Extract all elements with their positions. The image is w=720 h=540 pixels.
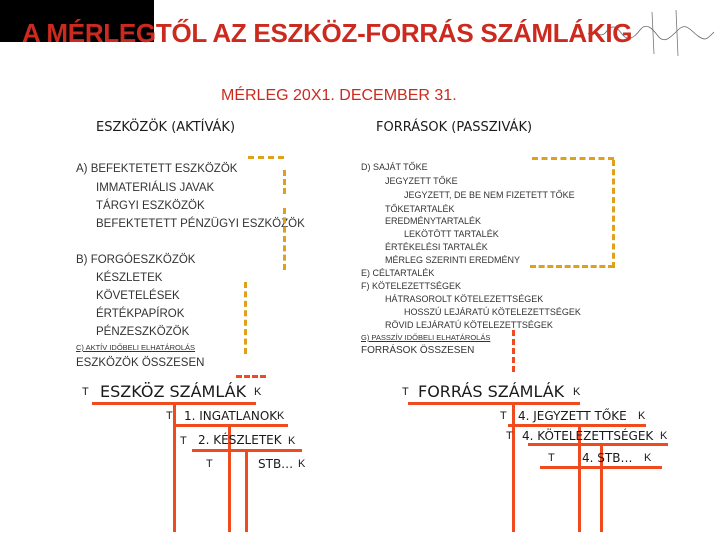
dashed-connector — [236, 375, 266, 378]
assets-column-heading: ESZKÖZÖK (AKTÍVÁK) — [96, 120, 236, 135]
liability-item: RÖVID LEJÁRATÚ KÖTELEZETTSÉGEK — [385, 320, 553, 330]
liability-item: ÉRTÉKELÉSI TARTALÉK — [385, 242, 488, 252]
t-credit-label: K — [298, 458, 306, 470]
asset-group-c: C) AKTÍV IDŐBELI ELHATÁROLÁS — [76, 343, 196, 352]
asset-item: KÉSZLETEK — [96, 272, 163, 284]
t-credit-label: K — [277, 410, 285, 422]
liability-item: HOSSZÚ LEJÁRATÚ KÖTELEZETTSÉGEK — [404, 307, 581, 317]
page-title: A MÉRLEGTŐL AZ ESZKÖZ-FORRÁS SZÁMLÁKIG — [22, 18, 633, 48]
dashed-connector — [244, 282, 247, 354]
liabilities-column-heading: FORRÁSOK (PASSZIVÁK) — [376, 120, 533, 135]
dashed-connector — [612, 160, 615, 268]
sub-account-label: 4. JEGYZETT TŐKE — [518, 409, 627, 423]
sub-account-label: 4. KÖTELEZETTSÉGEK — [522, 429, 654, 443]
t-debit-label: T — [548, 452, 555, 464]
dashed-connector — [530, 265, 614, 268]
liability-item: TŐKETARTALÉK — [385, 204, 455, 214]
asset-item: ÉRTÉKPAPÍROK — [96, 308, 185, 320]
liability-group-e: E) CÉLTARTALÉK — [361, 268, 435, 278]
liability-item: JEGYZETT, DE BE NEM FIZETETT TŐKE — [404, 190, 575, 200]
liability-item: JEGYZETT TŐKE — [385, 176, 458, 186]
asset-item: PÉNZESZKÖZÖK — [96, 326, 190, 338]
asset-group-a: A) BEFEKTETETT ESZKÖZÖK — [76, 163, 238, 175]
asset-accounts-title: ESZKÖZ SZÁMLÁK — [100, 382, 247, 401]
t-credit-label: K — [660, 430, 668, 442]
t-credit-label: K — [254, 386, 262, 398]
t-debit-label: T — [506, 430, 513, 442]
t-debit-label: T — [82, 386, 89, 398]
liability-item: LEKÖTÖTT TARTALÉK — [404, 229, 499, 239]
sub-account-label: 2. KÉSZLETEK — [198, 433, 282, 447]
liability-group-d: D) SAJÁT TŐKE — [361, 162, 428, 172]
liability-accounts-title: FORRÁS SZÁMLÁK — [418, 382, 565, 401]
dashed-connector — [283, 208, 286, 270]
t-credit-label: K — [644, 452, 652, 464]
balance-sheet-date: MÉRLEG 20X1. DECEMBER 31. — [221, 87, 457, 104]
t-account-horizontal — [508, 424, 646, 427]
t-credit-label: K — [638, 410, 646, 422]
t-debit-label: T — [166, 410, 173, 422]
t-debit-label: T — [500, 410, 507, 422]
t-debit-label: T — [402, 386, 409, 398]
t-account-vertical — [173, 402, 176, 532]
sub-account-label: 4. STB… — [582, 451, 633, 465]
t-account-horizontal — [528, 443, 668, 446]
t-account-horizontal — [408, 402, 580, 405]
asset-item: TÁRGYI ESZKÖZÖK — [96, 200, 205, 212]
t-debit-label: T — [206, 458, 213, 470]
asset-group-b: B) FORGÓESZKÖZÖK — [76, 254, 196, 266]
t-account-vertical — [512, 402, 515, 532]
liability-item: MÉRLEG SZERINTI EREDMÉNY — [385, 255, 521, 265]
dashed-connector — [512, 330, 515, 372]
asset-item: KÖVETELÉSEK — [96, 290, 180, 302]
asset-item: IMMATERIÁLIS JAVAK — [96, 182, 215, 194]
t-debit-label: T — [180, 435, 187, 447]
sub-account-label: STB… — [258, 457, 294, 471]
liability-group-f: F) KÖTELEZETTSÉGEK — [361, 281, 462, 291]
asset-item: BEFEKTETETT PÉNZÜGYI ESZKÖZÖK — [96, 218, 305, 230]
assets-total: ESZKÖZÖK ÖSSZESEN — [76, 357, 205, 369]
t-account-vertical — [245, 449, 248, 532]
sub-account-label: 1. INGATLANOK — [184, 409, 278, 423]
dashed-connector — [248, 156, 284, 159]
liability-item: EREDMÉNYTARTALÉK — [385, 216, 482, 226]
liability-item: HÁTRASOROLT KÖTELEZETTSÉGEK — [385, 294, 544, 304]
t-credit-label: K — [573, 386, 581, 398]
liability-group-g: G) PASSZÍV IDŐBELI ELHATÁROLÁS — [361, 333, 491, 342]
liabilities-total: FORRÁSOK ÖSSZESEN — [361, 345, 475, 356]
dashed-connector — [283, 170, 286, 194]
t-account-horizontal — [540, 466, 662, 469]
t-account-horizontal — [176, 424, 288, 427]
t-credit-label: K — [288, 435, 296, 447]
dashed-connector — [532, 157, 614, 160]
